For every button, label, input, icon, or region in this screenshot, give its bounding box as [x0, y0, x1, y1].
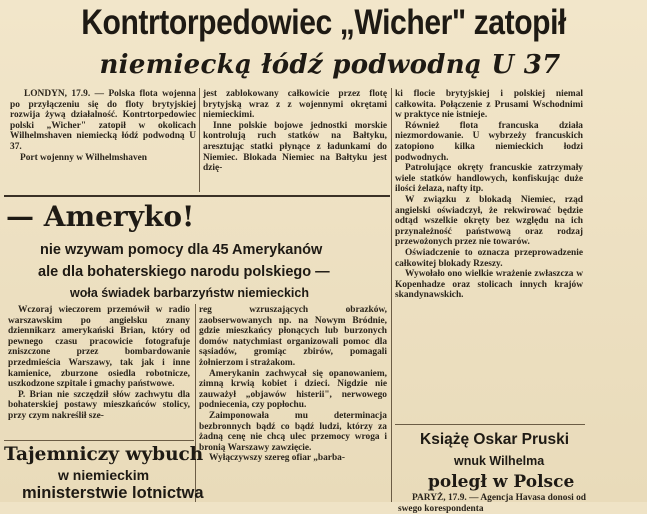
story2-subheadline-1: nie wzywam pomocy dla 45 Amerykanów: [40, 242, 323, 258]
story2-subheadline-2: ale dla bohaterskiego narodu polskiego —: [38, 264, 330, 280]
story1-col2-paragraph-1: jest zablokowany całkowicie przez flotę brytyjską wraz z z wojennymi okrętami niemieckimi.: [203, 89, 387, 121]
story2-col2-paragraph-2: Amerykanin zachwycał się opanowaniem, zimną krwią kobiet i dzieci. Nigdzie nie zauważył „objawów histerii", nerwowego podniecenia, czy popłochu.: [199, 368, 387, 411]
story2-col1-paragraph-2: P. Brian nie szczędził słów zachwytu dla bohaterskiej postawy mieszkańców stolicy, przy czym nakreślił sze-: [8, 389, 190, 421]
column-rule: [195, 304, 196, 502]
story1-col3-paragraph-4: W związku z blokadą Niemiec, rząd angielski oświadczył, że rekwirować będzie odtąd wszelkie okręty bez względu na ich przynależność państwową oraz rodzaj przewożonych przez nie towarów.: [395, 194, 583, 248]
story4-headline-3: poległ w Polsce: [428, 472, 575, 492]
story2-col2-paragraph-3: Zaimponowała mu determinacja bezbronnych bądź co bądź ludzi, którzy za żadną cenę nie chcą ulec przemocy wroga i bronią Warszawy zawzięcie.: [199, 410, 387, 453]
story4-headline-2: wnuk Wilhelma: [454, 454, 545, 468]
story1-col1-paragraph: Polska flota wojenna po przyłączeniu się do floty brytyjskiej rozwija żywą działalność. Kontrtorpedowiec polski „Wicher" zatopił w okolicach Wilhelmshaven niemiecką łódź podwodną U 37.: [10, 89, 196, 152]
story1-col1-paragraph-2: Port wojenny w Wilhelmshaven: [20, 152, 148, 163]
column-rule: [199, 88, 200, 192]
story1-col3-paragraph-1: ki flocie brytyjskiej i polskiej niemal całkowita. Połączenie z Prusami Wschodnimi w praktyce nie istnieje.: [395, 89, 583, 121]
story3-headline-1: Tajemniczy wybuch: [4, 444, 204, 465]
story1-col2-paragraph-2: Inne polskie bojowe jednostki morskie kontrolują ruch statków na Bałtyku, aresztując statki płynące z ładunkami do Niemiec. Blokada Niemiec na Bałtyku jest dzię-: [203, 120, 387, 174]
section-divider: [4, 440, 194, 441]
column-rule: [391, 88, 392, 502]
story1-column-1: [10, 89, 196, 163]
story1-col3-paragraph-5: Oświadczenie to oznacza przeprowadzenie całkowitej blokady Rzeszy.: [395, 247, 583, 269]
story1-column-2: [203, 89, 387, 174]
story4-headline-1: Książę Oskar Pruski: [420, 431, 570, 448]
story2-col2-paragraph-1: reg wzruszających obrazków, zaobserwowanych np. na Nowym Bródnie, gdzie mieszkańcy płonących lub burzonych domów natychmiast organizowali pomoc dla sąsiadów, gromiąc zbirów, pomagali żołnierzom i strażakom.: [199, 305, 387, 368]
main-headline: Kontrtorpedowiec „Wicher" zatopił: [81, 3, 566, 42]
story2-col2-paragraph-4: Wyłączywszy szereg ofiar „barba-: [209, 453, 345, 464]
story1-col3-paragraph-3: Patrolujące okręty francuskie zatrzymały wiele statków handlowych, konfiskując duże ilości żelaza, nafty itp.: [395, 163, 583, 195]
story1-col3-paragraph-2: Również flota francuska działa niezmordowanie. U wybrzeży francuskich zatopiono kilka niemieckich łodzi podwodnych.: [395, 120, 583, 163]
story3-headline-2: w niemieckim: [58, 467, 150, 483]
story4-dateline: PARYŻ, 17.9. —: [412, 493, 479, 503]
story3-headline-3: ministerstwie lotnictwa: [22, 484, 204, 502]
story2-subheadline-3: woła świadek barbarzyństw niemieckich: [70, 286, 309, 300]
section-divider: [4, 195, 390, 197]
story1-col3-paragraph-6: Wywołało ono wielkie wrażenie zwłaszcza w Kopenhadze oraz stolicach innych krajów skandynawskich.: [395, 269, 583, 301]
story2-column-1: [8, 305, 190, 422]
main-subheadline: niemiecką łódź podwodną U 37: [99, 50, 561, 80]
story2-column-2: [199, 305, 387, 464]
story1-dateline: LONDYN, 17.9. —: [24, 89, 104, 99]
section-divider: [395, 424, 585, 425]
story1-column-3: [395, 89, 583, 301]
story4-column: [398, 493, 586, 514]
story4-paragraph-1: Agencja Havasa donosi od swego korespondenta: [398, 493, 587, 514]
story2-headline: — Ameryko!: [6, 200, 195, 233]
story2-col1-paragraph-1: Wczoraj wieczorem przemówił w radio warszawskim po angielsku znany dziennikarz amerykański Brian, który od pewnego czasu pracowicie fotografuje zniszczone przez bombardowanie przedmieścia Warszawy, tak jak i inne kamienice, zburzone osiedla robotnicze, uszkodzone szpitale i gmachy państwowe.: [8, 305, 190, 390]
